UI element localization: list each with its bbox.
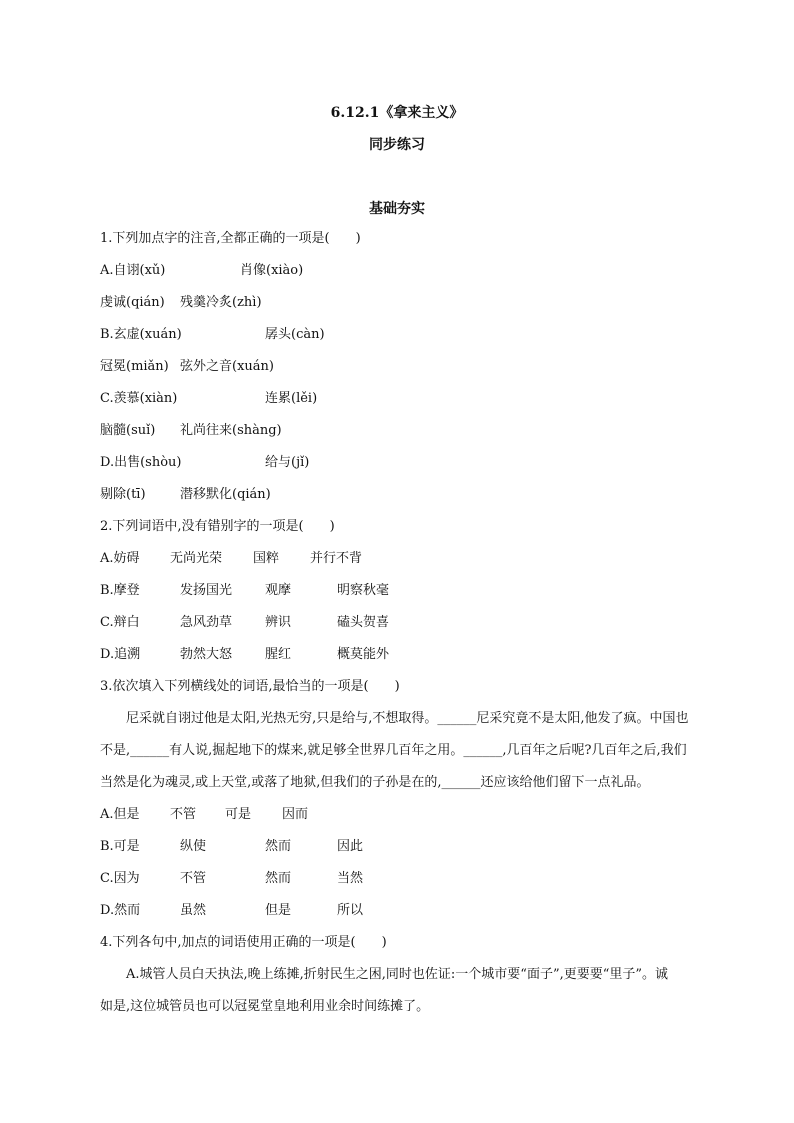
q1-option-text: 礼尚往来(shàng) [180, 423, 282, 438]
q1-option-text: 给与(jǐ) [265, 455, 310, 470]
q3-option-text: 因而 [282, 807, 309, 822]
q1-stem: 1.下列加点字的注音,全都正确的一项是( ) [100, 231, 361, 246]
q1-option-text: 连累(lěi) [265, 391, 318, 406]
q3-option-text: 纵使 [180, 839, 207, 854]
q3-option-text: B.可是 [100, 839, 140, 854]
q3-option-text: 不管 [180, 871, 207, 886]
q4-stem: 4.下列各句中,加点的词语使用正确的一项是( ) [100, 935, 387, 950]
q1-option-text: B.玄虚(xuán) [100, 327, 182, 342]
q2-option-text: 观摩 [265, 583, 292, 598]
q1-option-text: C.羡慕(xiàn) [100, 391, 178, 406]
q2-option-text: 勃然大怒 [180, 647, 233, 662]
q1-option-text: 剔除(tī) [100, 487, 146, 502]
q3-option-text: 所以 [337, 903, 364, 918]
q4-option-a-text: A.城管人员白天执法,晚上练摊,折射民生之困,同时也佐证:一个城市要“面子”,更要要“里子”。诚 [126, 967, 669, 982]
q3-option-text: D.然而 [100, 903, 141, 918]
q3-stem: 3.依次填入下列横线处的词语,最恰当的一项是( ) [100, 679, 400, 694]
q2-option-text: 无尚光荣 [170, 551, 223, 566]
q2-option-text: 磕头贺喜 [337, 615, 390, 630]
q1-option-text: 残羹冷炙(zhì) [180, 295, 262, 310]
section-heading: 基础夯实 [369, 201, 425, 217]
q1-option-text: 弦外之音(xuán) [180, 359, 274, 374]
q2-option-text: 并行不背 [310, 551, 363, 566]
q1-option-text: D.出售(shòu) [100, 455, 182, 470]
q2-option-text: 腥红 [265, 647, 292, 662]
q3-option-text: 虽然 [180, 903, 207, 918]
q3-option-text: 然而 [265, 839, 292, 854]
q4-option-a-line: 如是,这位城管员也可以冠冕堂皇地利用业余时间练摊了。 [100, 999, 430, 1014]
q1-option-text: 孱头(càn) [265, 327, 325, 342]
document-subtitle: 同步练习 [369, 137, 425, 153]
q2-option-text: 急风劲草 [180, 615, 233, 630]
q2-option-text: D.追溯 [100, 647, 141, 662]
q3-passage-line [100, 710, 689, 728]
q1-option-text: 虔诚(qián) [100, 295, 165, 310]
q2-option-text: B.摩登 [100, 583, 140, 598]
q3-option-text: 因此 [337, 839, 364, 854]
q3-option-text: A.但是 [100, 807, 140, 822]
q1-option-text: 潜移默化(qián) [180, 487, 271, 502]
q2-option-text: C.辩白 [100, 615, 140, 630]
q2-option-text: 国粹 [253, 551, 280, 566]
q1-option-text: 肖像(xiào) [240, 263, 304, 278]
q3-option-text: 不管 [170, 807, 197, 822]
q3-option-text: 当然 [337, 871, 364, 886]
q3-option-text: 然而 [265, 871, 292, 886]
q3-option-text: C.因为 [100, 871, 140, 886]
q3-passage-line: 不是,______有人说,掘起地下的煤来,就足够全世界几百年之用。______,几百年之后呢?几百年之后,我们 [100, 743, 687, 758]
q1-option-text: 冠冕(miǎn) [100, 359, 169, 374]
q3-passage-text: 尼采就自诩过他是太阳,光热无穷,只是给与,不想取得。______尼采究竟不是太阳,他发了疯。中国也 [126, 711, 689, 726]
q2-option-text: 辨识 [265, 615, 292, 630]
q2-option-text: A.妨碍 [100, 551, 140, 566]
q1-option-text: A.自诩(xǔ) [100, 263, 166, 278]
q4-option-a-line [100, 966, 668, 984]
q2-stem: 2.下列词语中,没有错别字的一项是( ) [100, 519, 335, 534]
document-title: 6.12.1《拿来主义》 [330, 105, 464, 121]
q2-option-text: 发扬国光 [180, 583, 233, 598]
q3-option-text: 但是 [265, 903, 292, 918]
q1-option-text: 脑髓(suǐ) [100, 423, 156, 438]
q2-option-text: 概莫能外 [337, 647, 390, 662]
q2-option-text: 明察秋毫 [337, 583, 390, 598]
q3-passage-line: 当然是化为魂灵,或上天堂,或落了地狱,但我们的子孙是在的,______还应该给他们留下一点礼品。 [100, 775, 650, 790]
q3-option-text: 可是 [225, 807, 252, 822]
